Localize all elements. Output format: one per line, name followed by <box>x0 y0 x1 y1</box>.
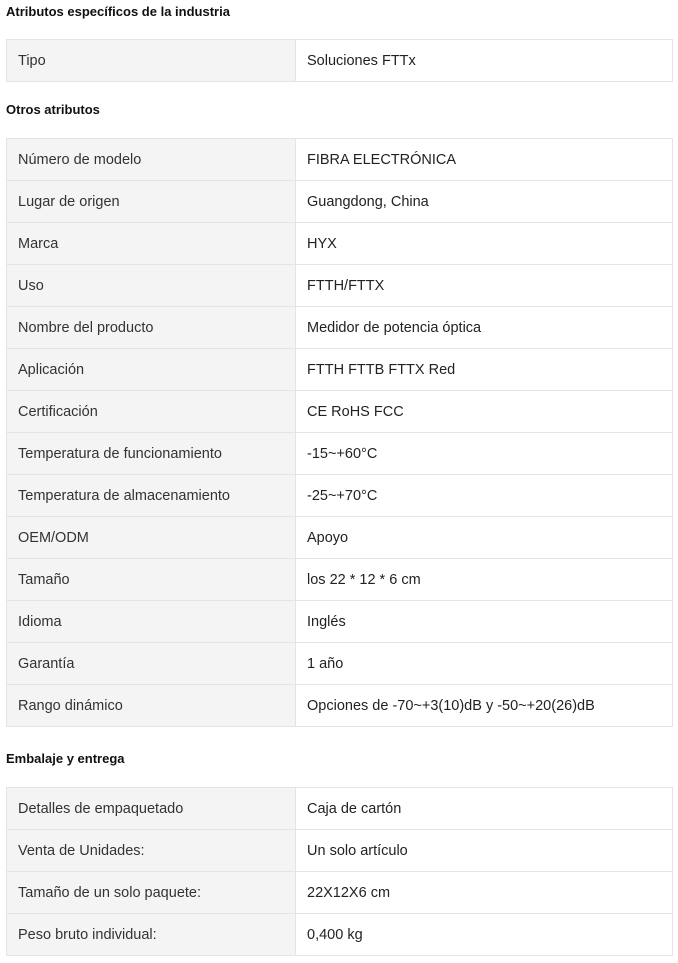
section-title-other-attributes: Otros atributos <box>6 102 100 117</box>
table-row <box>7 872 673 914</box>
table-row <box>7 788 673 830</box>
industry-attributes-table <box>6 39 673 82</box>
attribute-key: Tamaño <box>7 559 296 601</box>
attribute-value: FTTH FTTB FTTX Red <box>296 349 673 391</box>
attribute-key: Garantía <box>7 643 296 685</box>
attribute-key: Venta de Unidades: <box>7 830 296 872</box>
attribute-value: los 22 * 12 * 6 cm <box>296 559 673 601</box>
attribute-key: Tamaño de un solo paquete: <box>7 872 296 914</box>
table-row <box>7 307 673 349</box>
attribute-value: FTTH/FTTX <box>296 265 673 307</box>
attribute-value: CE RoHS FCC <box>296 391 673 433</box>
table-row <box>7 830 673 872</box>
attribute-key: Marca <box>7 223 296 265</box>
attribute-key: Idioma <box>7 601 296 643</box>
attribute-key: Detalles de empaquetado <box>7 788 296 830</box>
section-title-industry-attributes: Atributos específicos de la industria <box>6 4 230 19</box>
packaging-delivery-table <box>6 787 673 956</box>
attribute-key: Nombre del producto <box>7 307 296 349</box>
attribute-key: Aplicación <box>7 349 296 391</box>
table-row <box>7 559 673 601</box>
attribute-key: Peso bruto individual: <box>7 914 296 956</box>
section-title-packaging-delivery: Embalaje y entrega <box>6 751 125 766</box>
attribute-value: 22X12X6 cm <box>296 872 673 914</box>
attribute-key: Temperatura de funcionamiento <box>7 433 296 475</box>
attribute-value: FIBRA ELECTRÓNICA <box>296 139 673 181</box>
attribute-value: Soluciones FTTx <box>296 40 673 82</box>
attribute-value: Un solo artículo <box>296 830 673 872</box>
table-row <box>7 433 673 475</box>
table-row <box>7 643 673 685</box>
attribute-value: Opciones de -70~+3(10)dB y -50~+20(26)dB <box>296 685 673 727</box>
attribute-value: Apoyo <box>296 517 673 559</box>
attribute-key: Número de modelo <box>7 139 296 181</box>
attribute-value: -25~+70°C <box>296 475 673 517</box>
attribute-key: Tipo <box>7 40 296 82</box>
attribute-key: Lugar de origen <box>7 181 296 223</box>
attribute-value: 1 año <box>296 643 673 685</box>
attribute-value: Medidor de potencia óptica <box>296 307 673 349</box>
attribute-value: Inglés <box>296 601 673 643</box>
table-row <box>7 181 673 223</box>
table-row <box>7 139 673 181</box>
attribute-key: Temperatura de almacenamiento <box>7 475 296 517</box>
attribute-value: -15~+60°C <box>296 433 673 475</box>
table-row <box>7 40 673 82</box>
table-row <box>7 914 673 956</box>
table-row <box>7 517 673 559</box>
table-row <box>7 601 673 643</box>
other-attributes-table <box>6 138 673 727</box>
table-row <box>7 265 673 307</box>
attribute-key: OEM/ODM <box>7 517 296 559</box>
table-row <box>7 391 673 433</box>
attribute-value: 0,400 kg <box>296 914 673 956</box>
attribute-key: Rango dinámico <box>7 685 296 727</box>
attribute-value: HYX <box>296 223 673 265</box>
attribute-value: Caja de cartón <box>296 788 673 830</box>
attribute-value: Guangdong, China <box>296 181 673 223</box>
attribute-key: Uso <box>7 265 296 307</box>
table-row <box>7 349 673 391</box>
attribute-key: Certificación <box>7 391 296 433</box>
table-row <box>7 475 673 517</box>
table-row <box>7 223 673 265</box>
table-row <box>7 685 673 727</box>
